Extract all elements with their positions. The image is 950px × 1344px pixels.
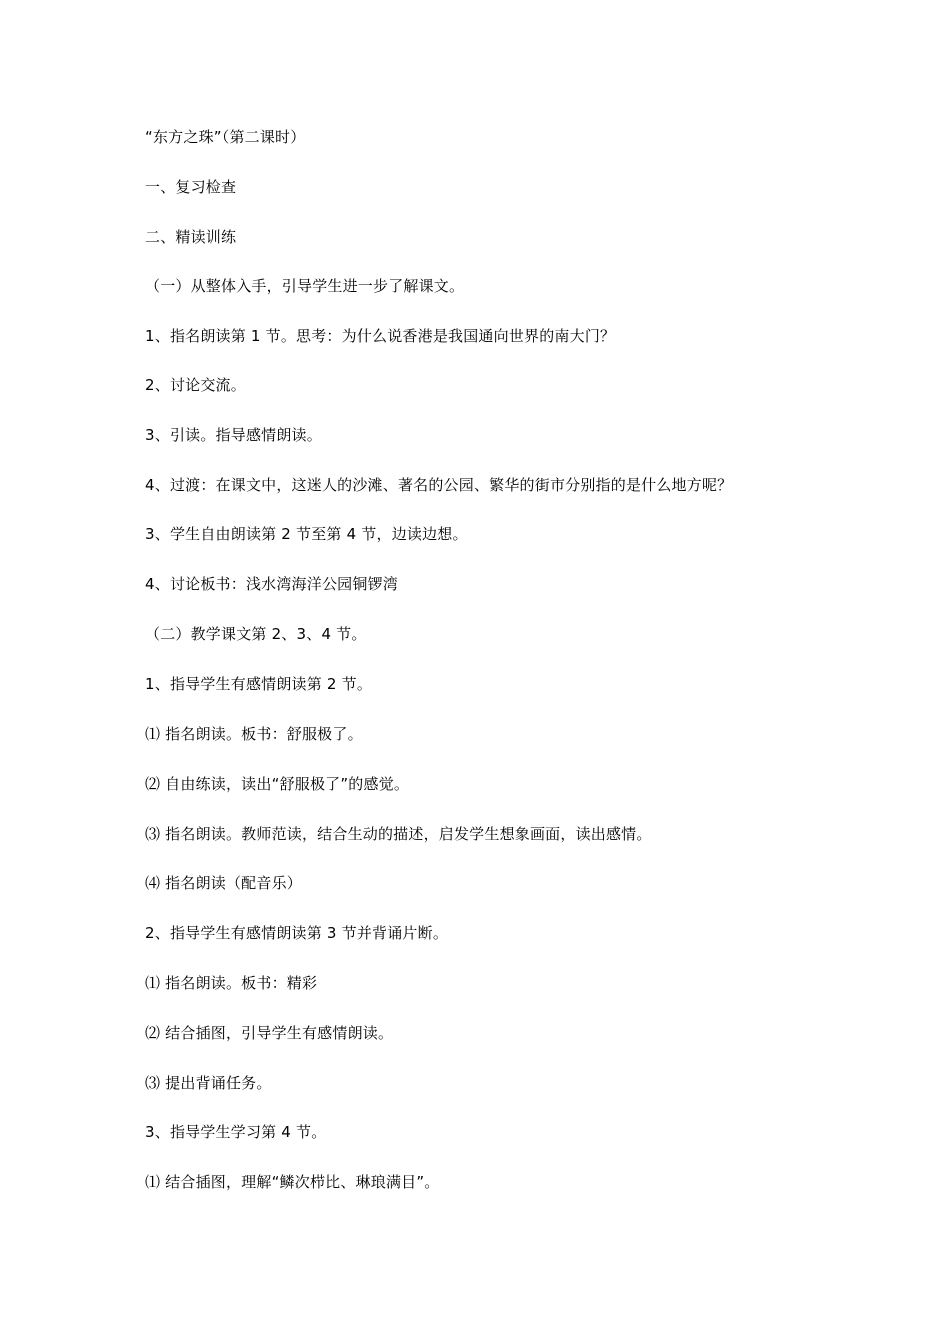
text-line: ⑷ 指名朗读（配音乐） xyxy=(145,874,302,892)
section-heading-review: 一、复习检查 xyxy=(145,178,237,196)
text-line: 1、指导学生有感情朗读第 2 节。 xyxy=(145,675,373,693)
section-heading-reading: 二、精读训练 xyxy=(145,228,237,246)
document-title: “东方之珠”（第二课时） xyxy=(145,128,306,146)
text-line: ⑴ 指名朗读。板书：舒服极了。 xyxy=(145,725,363,743)
text-line: 2、讨论交流。 xyxy=(145,376,246,394)
subsection-heading-1: （一）从整体入手，引导学生进一步了解课文。 xyxy=(145,277,465,295)
text-line: ⑵ 自由练读，读出“舒服极了”的感觉。 xyxy=(145,775,410,793)
text-line: 3、引读。指导感情朗读。 xyxy=(145,426,322,444)
text-line: 3、学生自由朗读第 2 节至第 4 节，边读边想。 xyxy=(145,525,468,543)
subsection-heading-2: （二）教学课文第 2、3、4 节。 xyxy=(145,625,367,643)
text-line: 1、指名朗读第 1 节。思考：为什么说香港是我国通向世界的南大门？ xyxy=(145,327,616,345)
text-line: ⑴ 结合插图，理解“鳞次栉比、琳琅满目”。 xyxy=(145,1173,440,1191)
text-line: ⑴ 指名朗读。板书：精彩 xyxy=(145,974,318,992)
text-line: 2、指导学生有感情朗读第 3 节并背诵片断。 xyxy=(145,924,449,942)
text-line: ⑶ 提出背诵任务。 xyxy=(145,1074,272,1092)
text-line: 3、指导学生学习第 4 节。 xyxy=(145,1123,327,1141)
text-line: 4、过渡：在课文中，这迷人的沙滩、著名的公园、繁华的街市分别指的是什么地方呢？ xyxy=(145,476,733,494)
text-line: ⑶ 指名朗读。教师范读，结合生动的描述，启发学生想象画面，读出感情。 xyxy=(145,825,652,843)
text-line: 4、讨论板书：浅水湾海洋公园铜锣湾 xyxy=(145,575,398,593)
text-line: ⑵ 结合插图，引导学生有感情朗读。 xyxy=(145,1024,394,1042)
